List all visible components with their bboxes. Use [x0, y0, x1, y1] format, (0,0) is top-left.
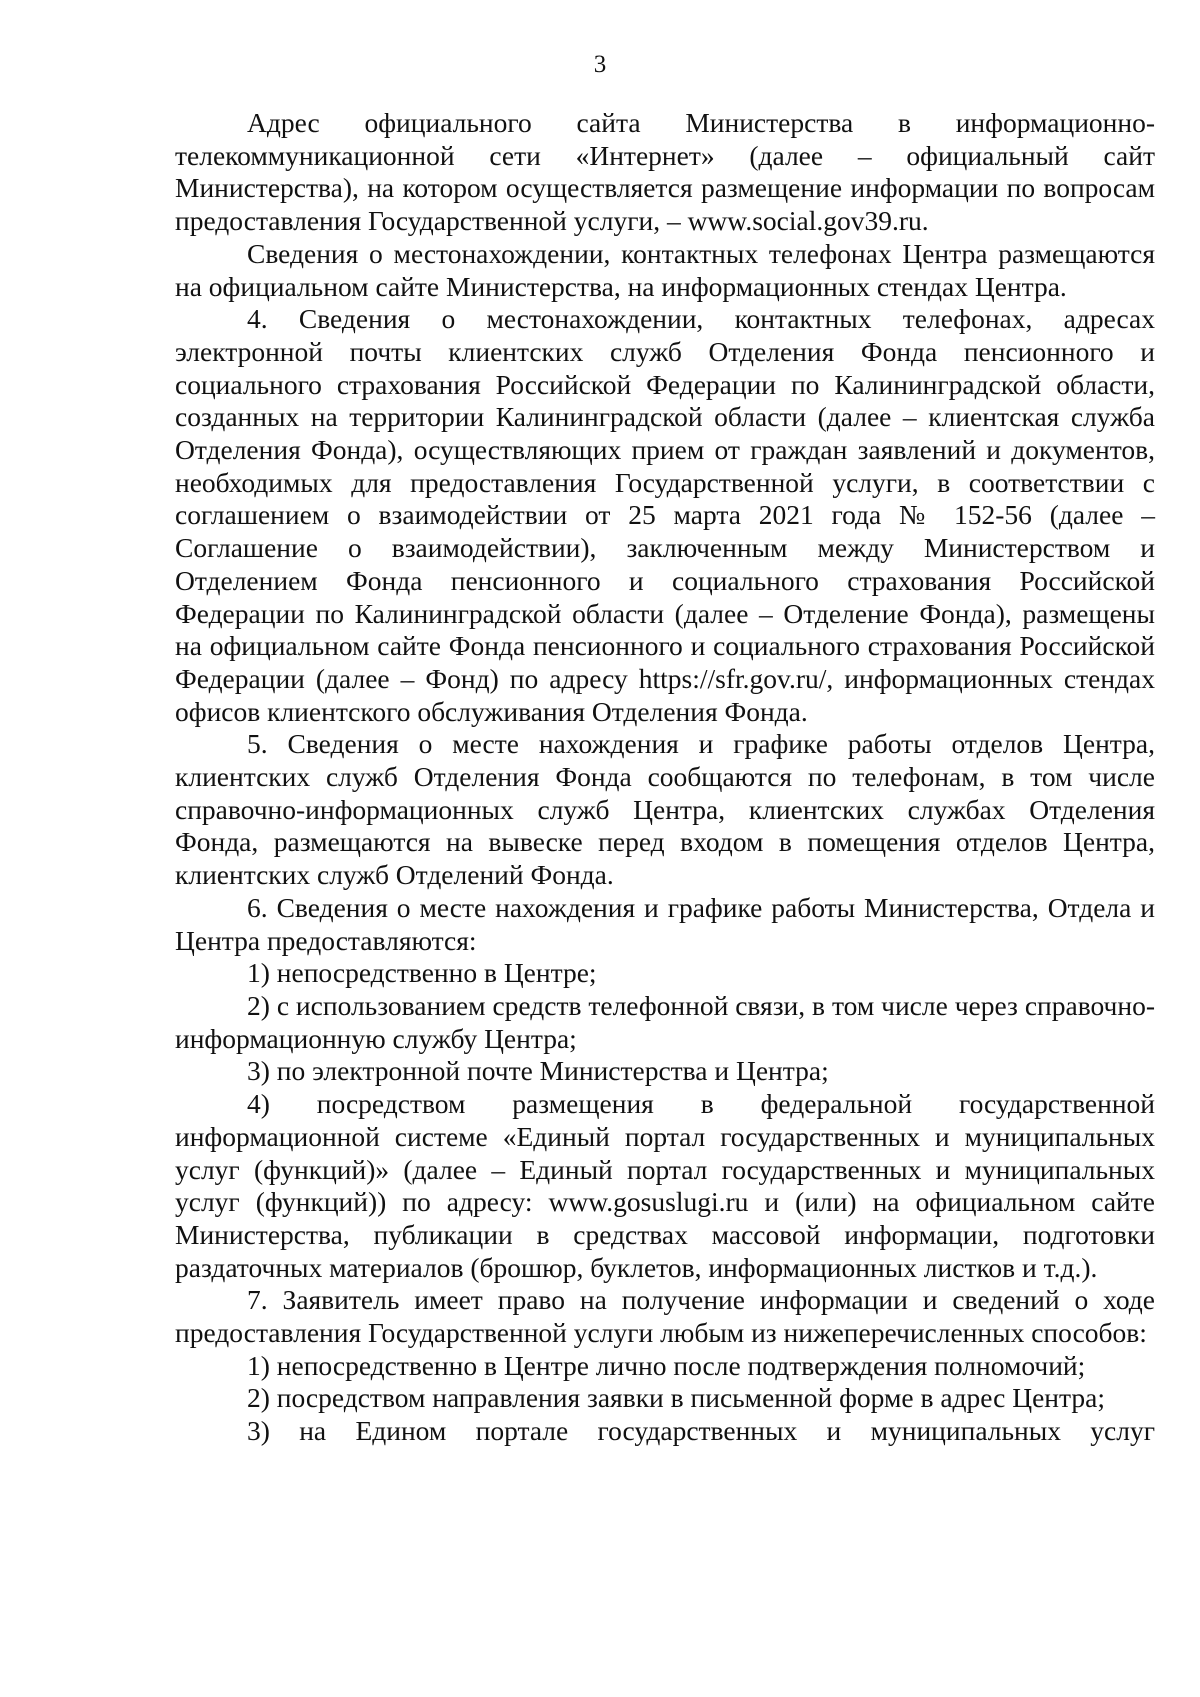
page-number: 3 — [593, 51, 607, 78]
paragraph-item-6-info-provided: 6. Сведения о месте нахождения и графике работы Министерства, Отдела и Центра предоставляются: — [175, 891, 1155, 956]
list-item-7-1: 1) непосредственно в Центре лично после подтверждения полномочий; — [247, 1349, 1086, 1381]
paragraph-item-7-applicant-rights: 7. Заявитель имеет право на получение информации и сведений о ходе предоставления Государственной услуги любым из нижеперечисленных способов: — [175, 1284, 1155, 1349]
list-item-6-1: 1) непосредственно в Центре; — [247, 957, 597, 989]
list-item-6-2: 2) с использованием средств телефонной связи, в том числе через справочно-информационную службу Центра; — [175, 989, 1155, 1054]
list-item-6-3: 3) по электронной почте Министерства и Центра; — [247, 1055, 829, 1087]
document-body — [175, 107, 1155, 1448]
paragraph-center-contacts: Сведения о местонахождении, контактных телефонах Центра размещаются на официальном сайте Министерства, на информационных стендах Центра. — [175, 237, 1155, 302]
list-item-6-4: 4) посредством размещения в федеральной государственной информационной системе «Единый портал государственных и муниципальных услуг (функций)» (далее – Единый портал государственных и муниципальных услуг (функций)) по адресу: www.gosuslugi.ru и (или) на официальном сайте Министерства, публикации в средствах массовой информации, подготовки раздаточных материалов (брошюр, буклетов, информационных листков и т.д.). — [175, 1088, 1155, 1283]
paragraph-official-site-address: Адрес официального сайта Министерства в информационно-телекоммуникационной сети «Интернет» (далее – официальный сайт Министерства), на котором осуществляется размещение информации по вопросам предоставления Государственной услуги, – www.social.gov39.ru. — [175, 107, 1155, 237]
list-item-7-3: 3) на Едином портале государственных и муниципальных услуг — [247, 1415, 1155, 1447]
paragraph-item-4-fund-contacts: 4. Сведения о местонахождении, контактных телефонах, адресах электронной почты клиентских служб Отделения Фонда пенсионного и социального страхования Российской Федерации по Калининградской области, созданных на территории Калининградской области (далее – клиентская служба Отделения Фонда), осуществляющих прием от граждан заявлений и документов, необходимых для предоставления Государственной услуги, в соответствии с соглашением о взаимодействии от 25 марта 2021 года № 152-56 (далее – Соглашение о взаимодействии), заключенным между Министерством и Отделением Фонда пенсионного и социального страхования Российской Федерации по Калининградской области (далее – Отделение Фонда), размещены на официальном сайте Фонда пенсионного и социального страхования Российской Федерации (далее – Фонд) по адресу https://sfr.gov.ru/, информационных стендах офисов клиентского обслуживания Отделения Фонда. — [175, 303, 1155, 727]
paragraph-item-5-schedule-info: 5. Сведения о месте нахождения и графике работы отделов Центра, клиентских служб Отделения Фонда сообщаются по телефонам, в том числе справочно-информационных служб Центра, клиентских службах Отделения Фонда, размещаются на вывеске перед входом в помещения отделов Центра, клиентских служб Отделений Фонда. — [175, 728, 1155, 891]
list-item-7-2: 2) посредством направления заявки в письменной форме в адрес Центра; — [247, 1382, 1105, 1414]
